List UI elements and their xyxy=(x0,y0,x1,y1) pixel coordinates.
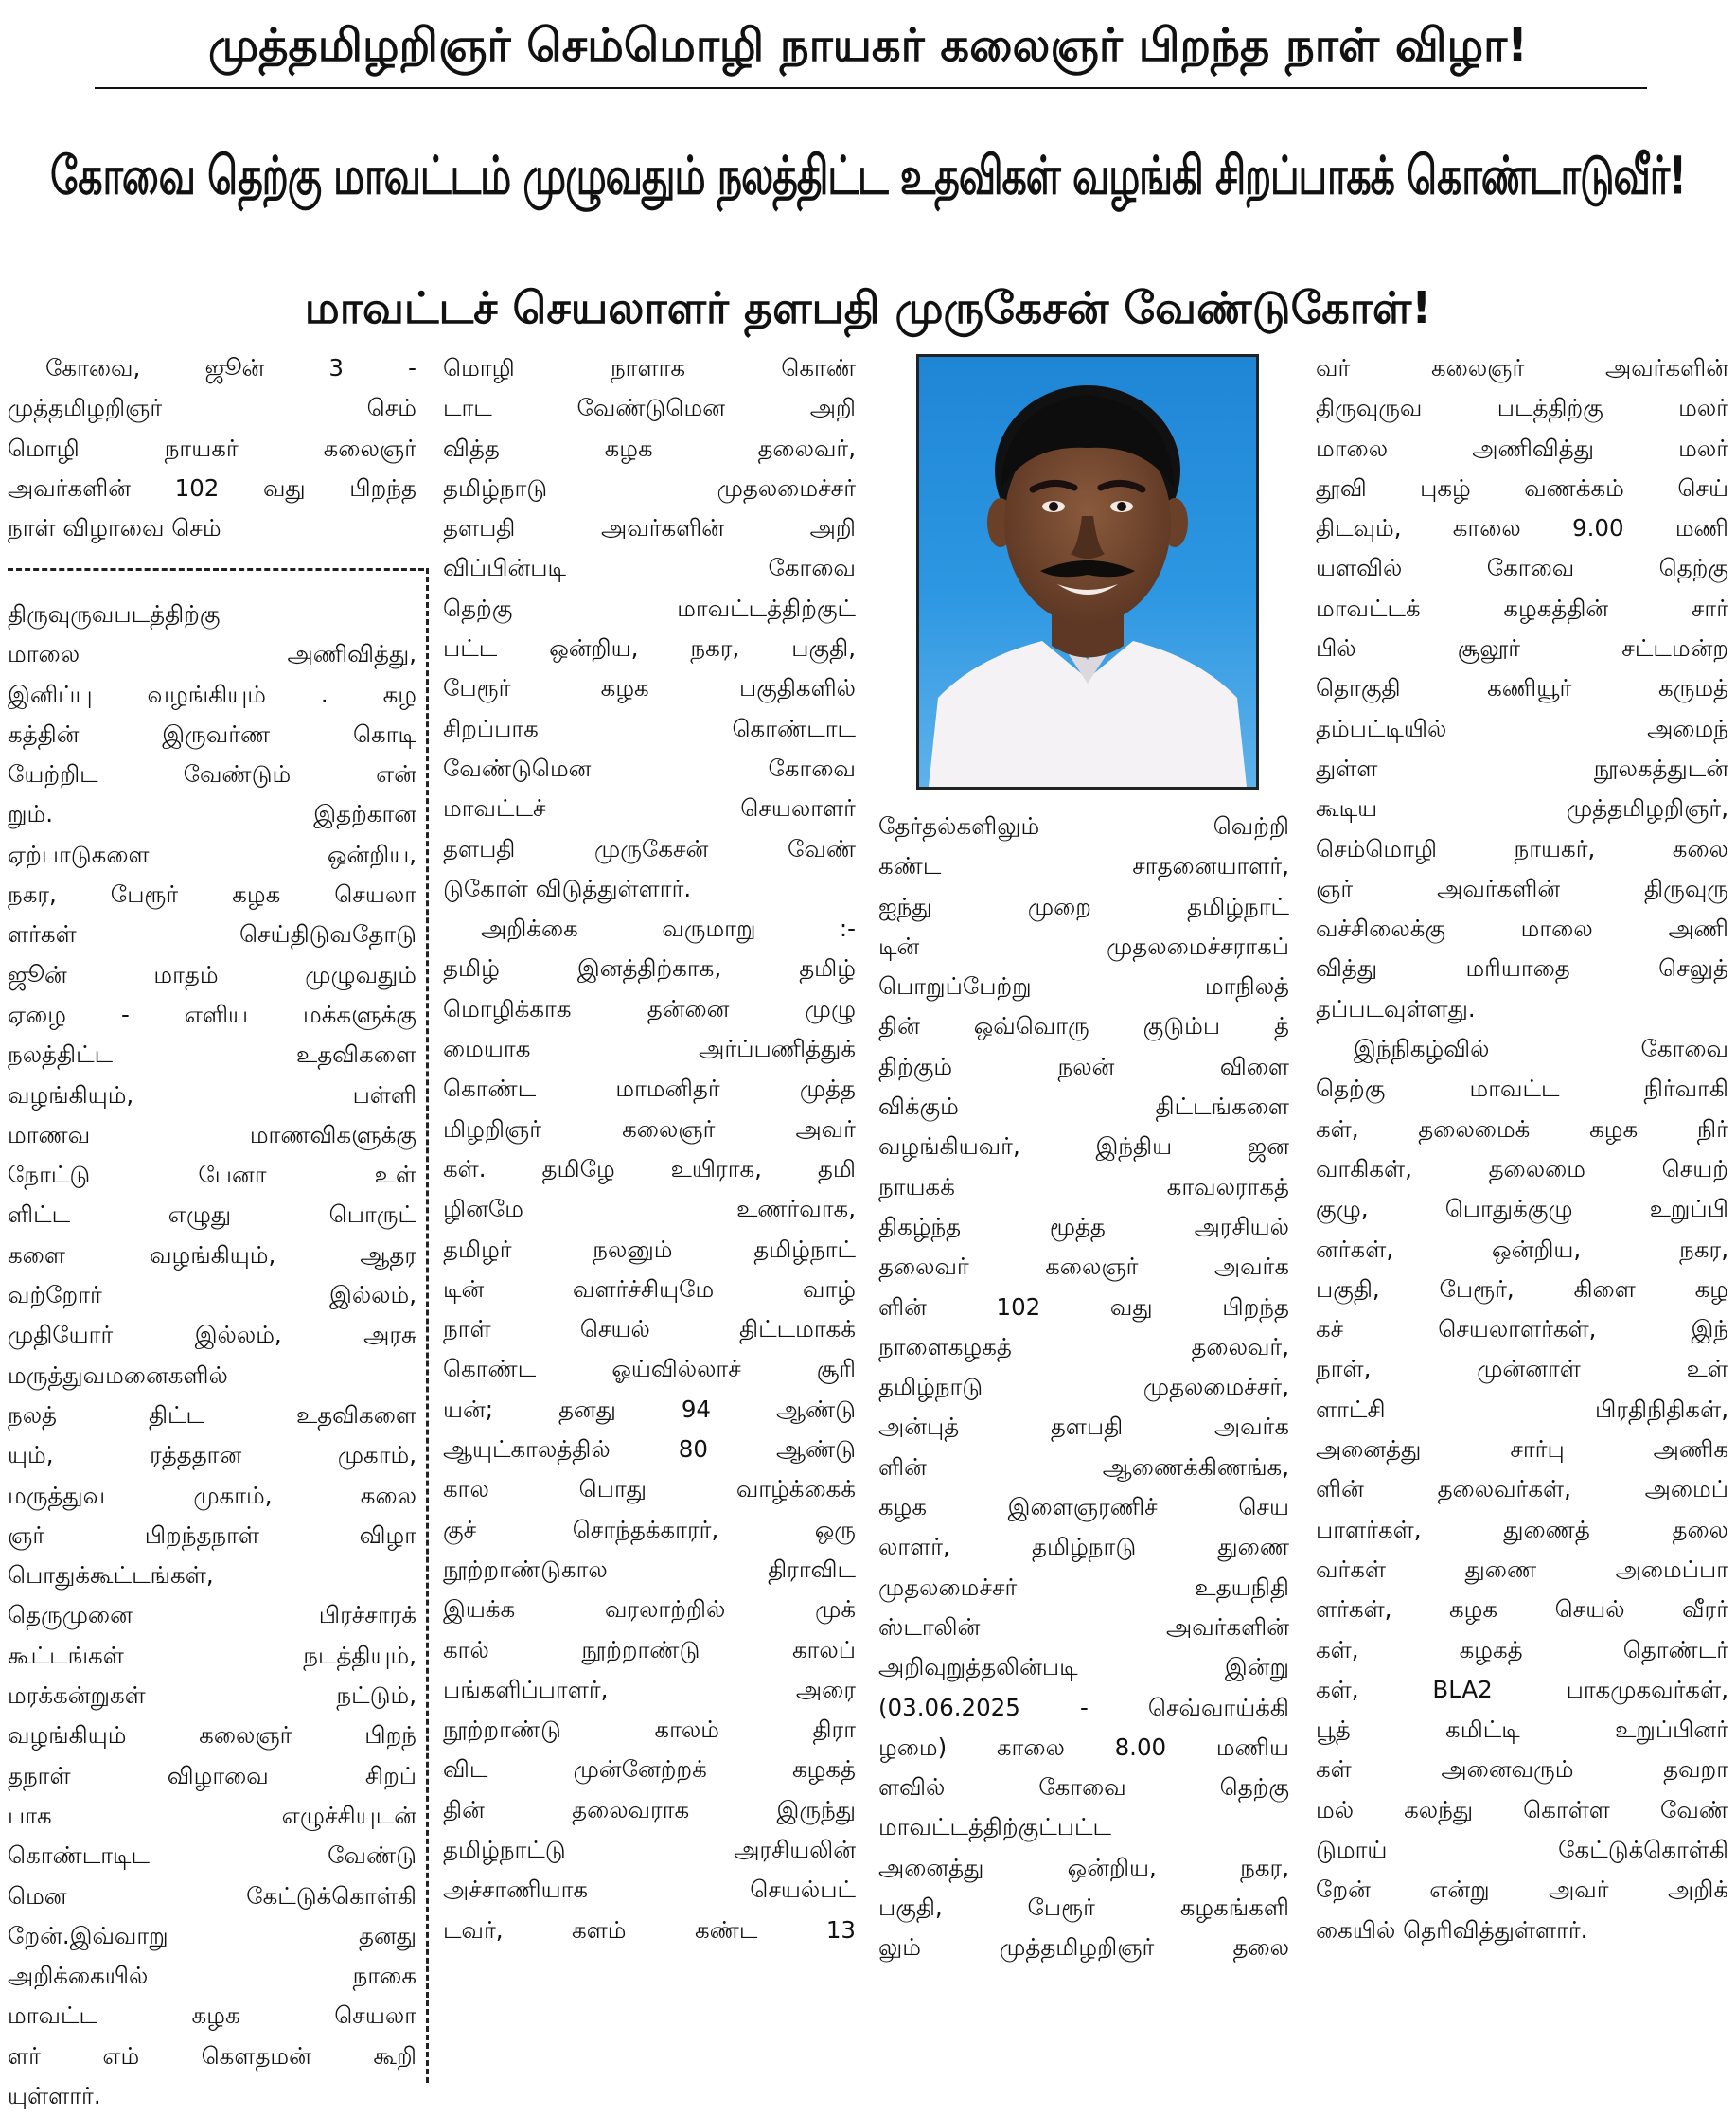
article-line: கோவை, ஜூன் 3 - xyxy=(45,354,416,382)
article-line: நாள் செயல் திட்டமாகக் xyxy=(443,1315,856,1343)
article-line: ஏற்பாடுகளை ஒன்றிய, xyxy=(8,840,416,868)
portrait-illustration xyxy=(919,357,1256,787)
article-line: வித்து மரியாதை செலுத் xyxy=(1316,954,1728,983)
article-line: மென கேட்டுக்கொள்கி xyxy=(8,1881,416,1910)
article-line: நாளைகழகத் தலைவர், xyxy=(878,1332,1289,1360)
article-line: பகுதி, பேரூர் கழகங்களி xyxy=(878,1894,1289,1922)
article-line: வித்த கழக தலைவர், xyxy=(443,434,856,462)
column-divider-horizontal xyxy=(8,568,424,571)
article-line: இயக்க வரலாற்றில் முக் xyxy=(443,1595,856,1624)
article-line: ளர்கள் செய்திடுவதோடு xyxy=(8,920,416,949)
article-line: ளர்கள், கழக செயல் வீரர் xyxy=(1316,1595,1728,1624)
article-line: இனிப்பு வழங்கியும் . கழ xyxy=(8,680,416,708)
article-line: லாளர், தமிழ்நாடு துணை xyxy=(878,1533,1289,1561)
article-line: ளர் எம் கௌதமன் கூறி xyxy=(8,2041,416,2070)
article-line: யுள்ளார். xyxy=(8,2081,101,2109)
article-line: தநாள் விழாவை சிறப் xyxy=(8,1761,416,1789)
article-line: ஏழை - எளிய மக்களுக்கு xyxy=(8,1000,416,1028)
article-line: தளபதி முருகேசன் வேண் xyxy=(443,834,856,862)
article-line: வர் கலைஞர் அவர்களின் xyxy=(1316,354,1728,382)
article-line: கழக இளைஞரணிச் செய xyxy=(878,1493,1289,1521)
article-line: மருத்துவ முகாம், கலை xyxy=(8,1481,416,1509)
article-line: கள் அனைவரும் தவறா xyxy=(1316,1755,1728,1784)
sub-headline: மாவட்டச் செயலாளர் தளபதி முருகேசன் வேண்டுகோள்! xyxy=(304,282,1432,333)
article-line: கால் நூற்றாண்டு காலப் xyxy=(443,1635,856,1663)
article-line: யும், ரத்ததான முகாம், xyxy=(8,1441,416,1469)
article-line: கையில் தெரிவித்துள்ளார். xyxy=(1316,1915,1588,1944)
article-line: விட முன்னேற்றக் கழகத் xyxy=(443,1755,856,1784)
article-line: இந்நிகழ்வில் கோவை xyxy=(1354,1035,1728,1063)
article-line: ளிட்ட எழுது பொருட் xyxy=(8,1200,416,1229)
article-line: பேரூர் கழக பகுதிகளில் xyxy=(443,674,856,702)
article-line: யன்; தனது 94 ஆண்டு xyxy=(443,1395,856,1423)
article-line: துள்ள நூலகத்துடன் xyxy=(1316,754,1728,782)
article-line: அன்புத் தளபதி அவர்க xyxy=(878,1413,1289,1441)
article-line: கூடிய முத்தமிழறிஞர், xyxy=(1316,794,1728,823)
kicker-underline xyxy=(95,87,1647,89)
article-line: மல் கலந்து கொள்ள வேண் xyxy=(1316,1795,1728,1823)
article-line: ஞர் பிறந்தநாள் விழா xyxy=(8,1520,416,1549)
article-line: டாட வேண்டுமென அறி xyxy=(443,394,856,422)
article-line: திருவுருவ படத்திற்கு மலர் xyxy=(1316,394,1728,422)
article-line: மருத்துவமனைகளில் xyxy=(8,1360,228,1389)
article-line: பட்ட ஒன்றிய, நகர, பகுதி, xyxy=(443,634,856,663)
article-line: அறிக்கை வருமாறு :- xyxy=(481,915,856,943)
article-line: நாள், முன்னாள் உள் xyxy=(1316,1355,1728,1383)
column-1-top xyxy=(8,348,416,548)
article-line: முதியோர் இல்லம், அரசு xyxy=(8,1321,416,1349)
article-line: வேண்டுமென கோவை xyxy=(443,754,856,782)
article-line: ழமை) காலை 8.00 மணிய xyxy=(878,1733,1289,1761)
article-line: கொண்ட மாமனிதர் முத்த xyxy=(443,1075,856,1103)
article-line: கள். தமிழே உயிராக, தமி xyxy=(443,1154,856,1182)
article-line: தொகுதி கணியூர் கருமத் xyxy=(1316,674,1728,702)
article-line: மொழி நாளாக கொண் xyxy=(443,354,856,382)
article-line: கொண்டாடிட வேண்டு xyxy=(8,1841,416,1870)
article-line: மாவட்ட கழக செயலா xyxy=(8,2001,416,2030)
article-line: மாலை அணிவித்து, xyxy=(8,640,416,668)
column-1-bottom xyxy=(8,595,416,2116)
article-line: தமிழ்நாடு முதலமைச்சர் xyxy=(443,473,856,502)
article-line: தலைவர் கலைஞர் அவர்க xyxy=(878,1253,1289,1281)
article-line: தெற்கு மாவட்ட நிர்வாகி xyxy=(1316,1075,1728,1103)
article-line: பாக எழுச்சியுடன் xyxy=(8,1801,416,1829)
article-line: தேர்தல்களிலும் வெற்றி xyxy=(878,812,1289,840)
article-line: தின் தலைவராக இருந்து xyxy=(443,1795,856,1823)
article-line: முதலமைச்சர் உதயநிதி xyxy=(878,1573,1289,1601)
article-line: டவர், களம் கண்ட 13 xyxy=(443,1915,856,1944)
article-line: மொழி நாயகர் கலைஞர் xyxy=(8,434,416,462)
article-line: வழங்கியவர், இந்திய ஜன xyxy=(878,1132,1289,1161)
article-line: வழங்கியும், பள்ளி xyxy=(8,1080,416,1109)
article-line: களை வழங்கியும், ஆதர xyxy=(8,1240,416,1269)
article-line: கள், தலைமைக் கழக நிர் xyxy=(1316,1114,1728,1143)
article-line: நகர, பேரூர் கழக செயலா xyxy=(8,880,416,909)
article-line: கொண்ட ஓய்வில்லாச் சூரி xyxy=(443,1355,856,1383)
article-line: மையாக அர்ப்பணித்துக் xyxy=(443,1035,856,1063)
article-line: மாலை அணிவித்து மலர் xyxy=(1316,434,1728,462)
article-line: தளபதி அவர்களின் அறி xyxy=(443,514,856,542)
article-line: (03.06.2025 - செவ்வாய்க்கி xyxy=(878,1693,1289,1721)
article-line: லும் முத்தமிழறிஞர் தலை xyxy=(878,1933,1289,1962)
article-line: ளாட்சி பிரதிநிதிகள், xyxy=(1316,1395,1728,1423)
article-line: அச்சாணியாக செயல்பட் xyxy=(443,1876,856,1904)
article-line: தின் ஒவ்வொரு குடும்ப த் xyxy=(878,1012,1289,1040)
article-line: முத்தமிழறிஞர் செம் xyxy=(8,394,416,422)
article-line: ஞர் அவர்களின் திருவுரு xyxy=(1316,874,1728,902)
article-line: தமிழர் நலனும் தமிழ்நாட் xyxy=(443,1235,856,1263)
article-line: ளின் 102 வது பிறந்த xyxy=(878,1292,1289,1321)
article-line: தமிழ்நாடு முதலமைச்சர், xyxy=(878,1373,1289,1401)
article-line: டுகோள் விடுத்துள்ளார். xyxy=(443,874,692,902)
article-line: மாணவ மாணவிகளுக்கு xyxy=(8,1120,416,1148)
article-line: னர்கள், ஒன்றிய, நகர, xyxy=(1316,1235,1728,1263)
column-divider-vertical xyxy=(426,568,429,2083)
column-3 xyxy=(878,807,1289,1968)
article-line: அறிக்கையில் நாகை xyxy=(8,1962,416,1990)
article-line: தூவி புகழ் வணக்கம் செய் xyxy=(1316,473,1728,502)
column-2 xyxy=(443,348,856,1950)
article-line: கூட்டங்கள் நடத்தியும், xyxy=(8,1641,416,1669)
article-line: பாளர்கள், துணைத் தலை xyxy=(1316,1515,1728,1543)
article-line: தமிழ் இனத்திற்காக, தமிழ் xyxy=(443,954,856,983)
article-line: மாவட்டச் செயலாளர் xyxy=(443,794,856,823)
article-line: கள், BLA2 பாகமுகவர்கள், xyxy=(1316,1675,1728,1703)
article-line: கால பொது வாழ்க்கைக் xyxy=(443,1475,856,1503)
portrait-photo xyxy=(916,354,1259,790)
article-line: அறிவுறுத்தலின்படி இன்று xyxy=(878,1653,1289,1681)
article-line: பகுதி, பேரூர், கிளை கழ xyxy=(1316,1274,1728,1303)
article-line: கண்ட சாதனையாளர், xyxy=(878,852,1289,880)
article-line: றும். இதற்கான xyxy=(8,800,416,828)
article-line: பொதுக்கூட்டங்கள், xyxy=(8,1561,214,1590)
article-line: திருவுருவபடத்திற்கு xyxy=(8,600,221,628)
article-line: விப்பின்படி கோவை xyxy=(443,554,856,582)
article-line: செம்மொழி நாயகர், கலை xyxy=(1316,834,1728,862)
article-line: றேன் என்று அவர் அறிக் xyxy=(1316,1876,1728,1904)
article-line: கள், கழகத் தொண்டர் xyxy=(1316,1635,1728,1663)
article-line: யேற்றிட வேண்டும் என் xyxy=(8,760,416,789)
article-line: சிறப்பாக கொண்டாட xyxy=(443,714,856,742)
article-line: நலத் திட்ட உதவிகளை xyxy=(8,1400,416,1429)
article-line: யளவில் கோவை தெற்கு xyxy=(1316,554,1728,582)
article-line: அனைத்து ஒன்றிய, நகர, xyxy=(878,1853,1289,1881)
article-line: டுமாய் கேட்டுக்கொள்கி xyxy=(1316,1835,1728,1863)
article-line: திற்கும் நலன் விளை xyxy=(878,1052,1289,1080)
article-line: ஆயுட்காலத்தில் 80 ஆண்டு xyxy=(443,1435,856,1464)
article-line: கத்தின் இருவர்ண கொடி xyxy=(8,720,416,748)
article-line: திடவும், காலை 9.00 மணி xyxy=(1316,514,1728,542)
article-line: வாகிகள், தலைமை செயற் xyxy=(1316,1154,1728,1182)
article-line: தெருமுனை பிரச்சாரக் xyxy=(8,1601,416,1629)
article-line: பங்களிப்பாளர், அரை xyxy=(443,1675,856,1703)
article-line: பொறுப்பேற்று மாநிலத் xyxy=(878,972,1289,1001)
article-line: தம்பட்டியில் அமைந் xyxy=(1316,714,1728,742)
article-line: நாள் விழாவை செம் xyxy=(8,514,221,542)
article-line: தமிழ்நாட்டு அரசியலின் xyxy=(443,1835,856,1863)
article-line: டின் முதலமைச்சராகப் xyxy=(878,932,1289,960)
article-line: ளின் தலைவர்கள், அமைப் xyxy=(1316,1475,1728,1503)
article-line: வச்சிலைக்கு மாலை அணி xyxy=(1316,915,1728,943)
article-line: அவர்களின் 102 வது பிறந்த xyxy=(8,473,416,502)
article-line: மாவட்டத்திற்குட்பட்ட xyxy=(878,1813,1112,1841)
article-line: வர்கள் துணை அமைப்பா xyxy=(1316,1555,1728,1583)
article-line: பூத் கமிட்டி உறுப்பினர் xyxy=(1316,1716,1728,1744)
article-line: விக்கும் திட்டங்களை xyxy=(878,1093,1289,1121)
article-line: நலத்திட்ட உதவிகளை xyxy=(8,1040,416,1069)
article-line: மிழறிஞர் கலைஞர் அவர் xyxy=(443,1114,856,1143)
article-line: நூற்றாண்டு காலம் திரா xyxy=(443,1716,856,1744)
article-line: ஸ்டாலின் அவர்களின் xyxy=(878,1612,1289,1641)
article-line: வற்றோர் இல்லம், xyxy=(8,1281,416,1309)
article-line: மரக்கன்றுகள் நட்டும், xyxy=(8,1681,416,1710)
article-line: ஜூன் மாதம் முழுவதும் xyxy=(8,960,416,988)
article-line: திகழ்ந்த மூத்த அரசியல் xyxy=(878,1212,1289,1240)
article-line: ஐந்து முறை தமிழ்நாட் xyxy=(878,892,1289,920)
article-line: குச் சொந்தக்காரர், ஒரு xyxy=(443,1515,856,1543)
article-line: வழங்கியும் கலைஞர் பிறந் xyxy=(8,1721,416,1750)
article-line: கச் செயலாளர்கள், இந் xyxy=(1316,1315,1728,1343)
article-line: பில் சூலூர் சட்டமன்ற xyxy=(1316,634,1728,663)
article-line: றேன்.இவ்வாறு தனது xyxy=(8,1921,416,1949)
article-line: ழினமே உணர்வாக, xyxy=(443,1195,856,1223)
article-line: அனைத்து சார்பு அணிக xyxy=(1316,1435,1728,1464)
article-line: மொழிக்காக தன்னை முழு xyxy=(443,994,856,1022)
article-line: நோட்டு பேனா உள் xyxy=(8,1161,416,1189)
article-line: ளின் ஆணைக்கிணங்க, xyxy=(878,1452,1289,1481)
kicker-headline: முத்தமிழறிஞர் செம்மொழி நாயகர் கலைஞர் பிறந்த நாள் விழா! xyxy=(207,19,1529,72)
article-line: மாவட்டக் கழகத்தின் சார் xyxy=(1316,594,1728,622)
main-headline: கோவை தெற்கு மாவட்டம் முழுவதும் நலத்திட்ட உதவிகள் வழங்கி சிறப்பாகக் கொண்டாடுவீர்! xyxy=(50,145,1686,206)
article-line: தெற்கு மாவட்டத்திற்குட் xyxy=(443,594,856,622)
article-line: ளவில் கோவை தெற்கு xyxy=(878,1773,1289,1802)
article-line: தப்படவுள்ளது. xyxy=(1316,994,1476,1022)
article-line: குழு, பொதுக்குழு உறுப்பி xyxy=(1316,1195,1728,1223)
article-line: டின் வளர்ச்சியுமே வாழ் xyxy=(443,1274,856,1303)
column-4 xyxy=(1316,348,1728,1950)
article-line: நூற்றாண்டுகால திராவிட xyxy=(443,1555,856,1583)
article-line: நாயகக் காவலராகத் xyxy=(878,1172,1289,1200)
